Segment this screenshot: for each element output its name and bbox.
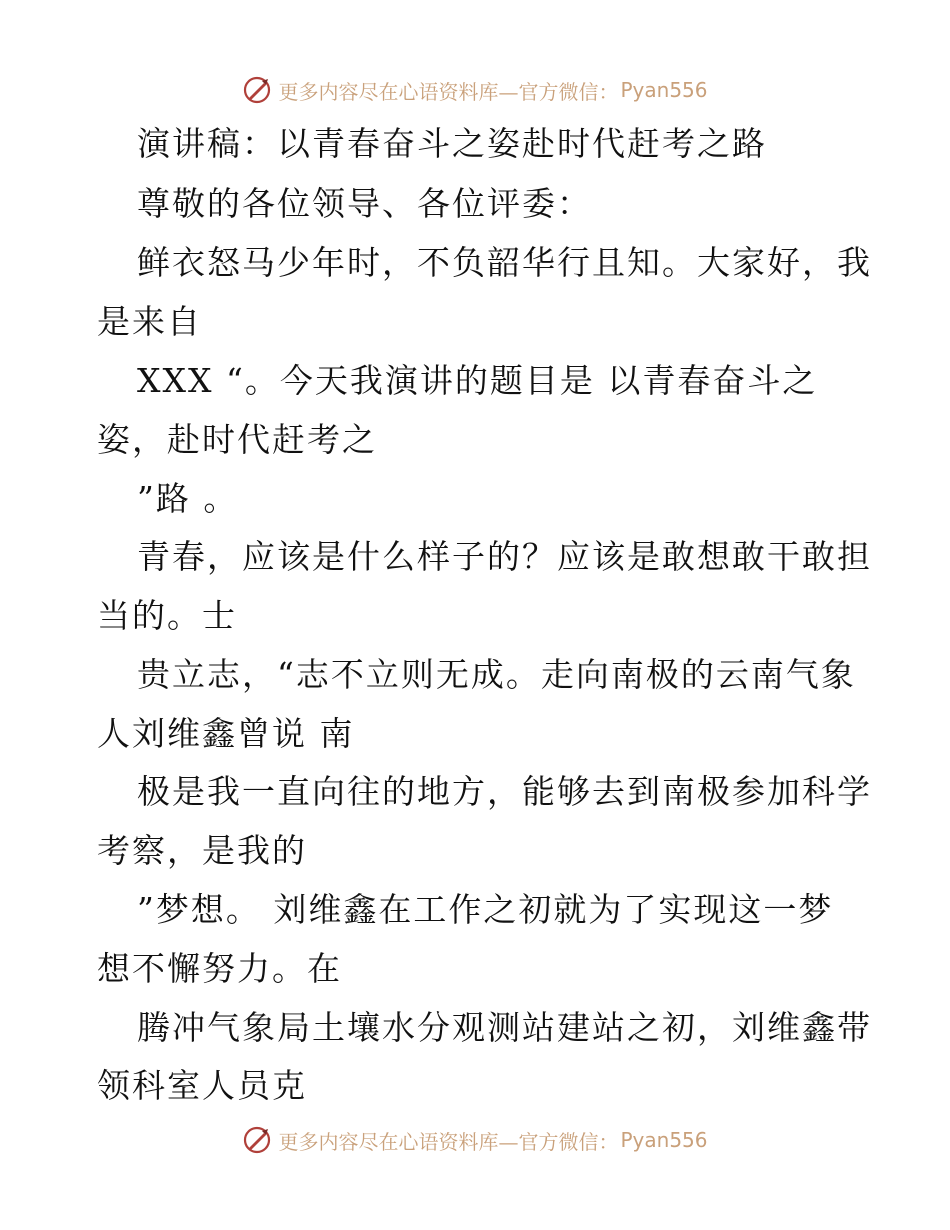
text-line: 领科室人员克 xyxy=(97,1066,307,1105)
text-line: 当的。士 xyxy=(97,596,237,635)
text-line: 姿，赴时代赶考之 xyxy=(97,420,377,459)
quill-logo-icon xyxy=(242,75,272,105)
text-line: ”梦想。 刘维鑫在工作之初就为了实现这一梦 xyxy=(137,890,834,929)
text-line: 极是我一直向往的地方，能够去到南极参加科学 xyxy=(137,772,872,811)
text-line: 贵立志，“志不立则无成。走向南极的云南气象 xyxy=(137,655,856,694)
text-line: 青春，应该是什么样子的？应该是敢想敢干敢担 xyxy=(137,537,872,576)
text-line: 腾冲气象局土壤水分观测站建站之初，刘维鑫带 xyxy=(137,1008,872,1047)
watermark-banner-top xyxy=(0,70,950,110)
text-line: 是来自 xyxy=(97,302,202,341)
salutation: 尊敬的各位领导、各位评委： xyxy=(137,184,592,223)
watermark-banner-bottom xyxy=(0,1120,950,1160)
text-line: 鲜衣怒马少年时，不负韶华行且知。大家好，我 xyxy=(137,243,872,282)
quill-logo-icon xyxy=(242,1125,272,1155)
watermark-text: 更多内容尽在心语资料库—官方微信： xyxy=(278,1129,619,1154)
watermark-text: 更多内容尽在心语资料库—官方微信： xyxy=(278,79,619,104)
text-line: 考察，是我的 xyxy=(97,831,307,870)
watermark-id: Pyan556 xyxy=(620,78,708,102)
watermark-id: Pyan556 xyxy=(620,1128,708,1152)
document-title: 演讲稿：以青春奋斗之姿赴时代赶考之路 xyxy=(137,124,767,163)
text-line: ”路 。 xyxy=(137,479,239,518)
text-line: 想不懈努力。在 xyxy=(97,949,342,988)
text-line: XXX “。今天我演讲的题目是 以青春奋斗之 xyxy=(137,361,818,400)
text-line: 人刘维鑫曾说 南 xyxy=(97,714,355,753)
